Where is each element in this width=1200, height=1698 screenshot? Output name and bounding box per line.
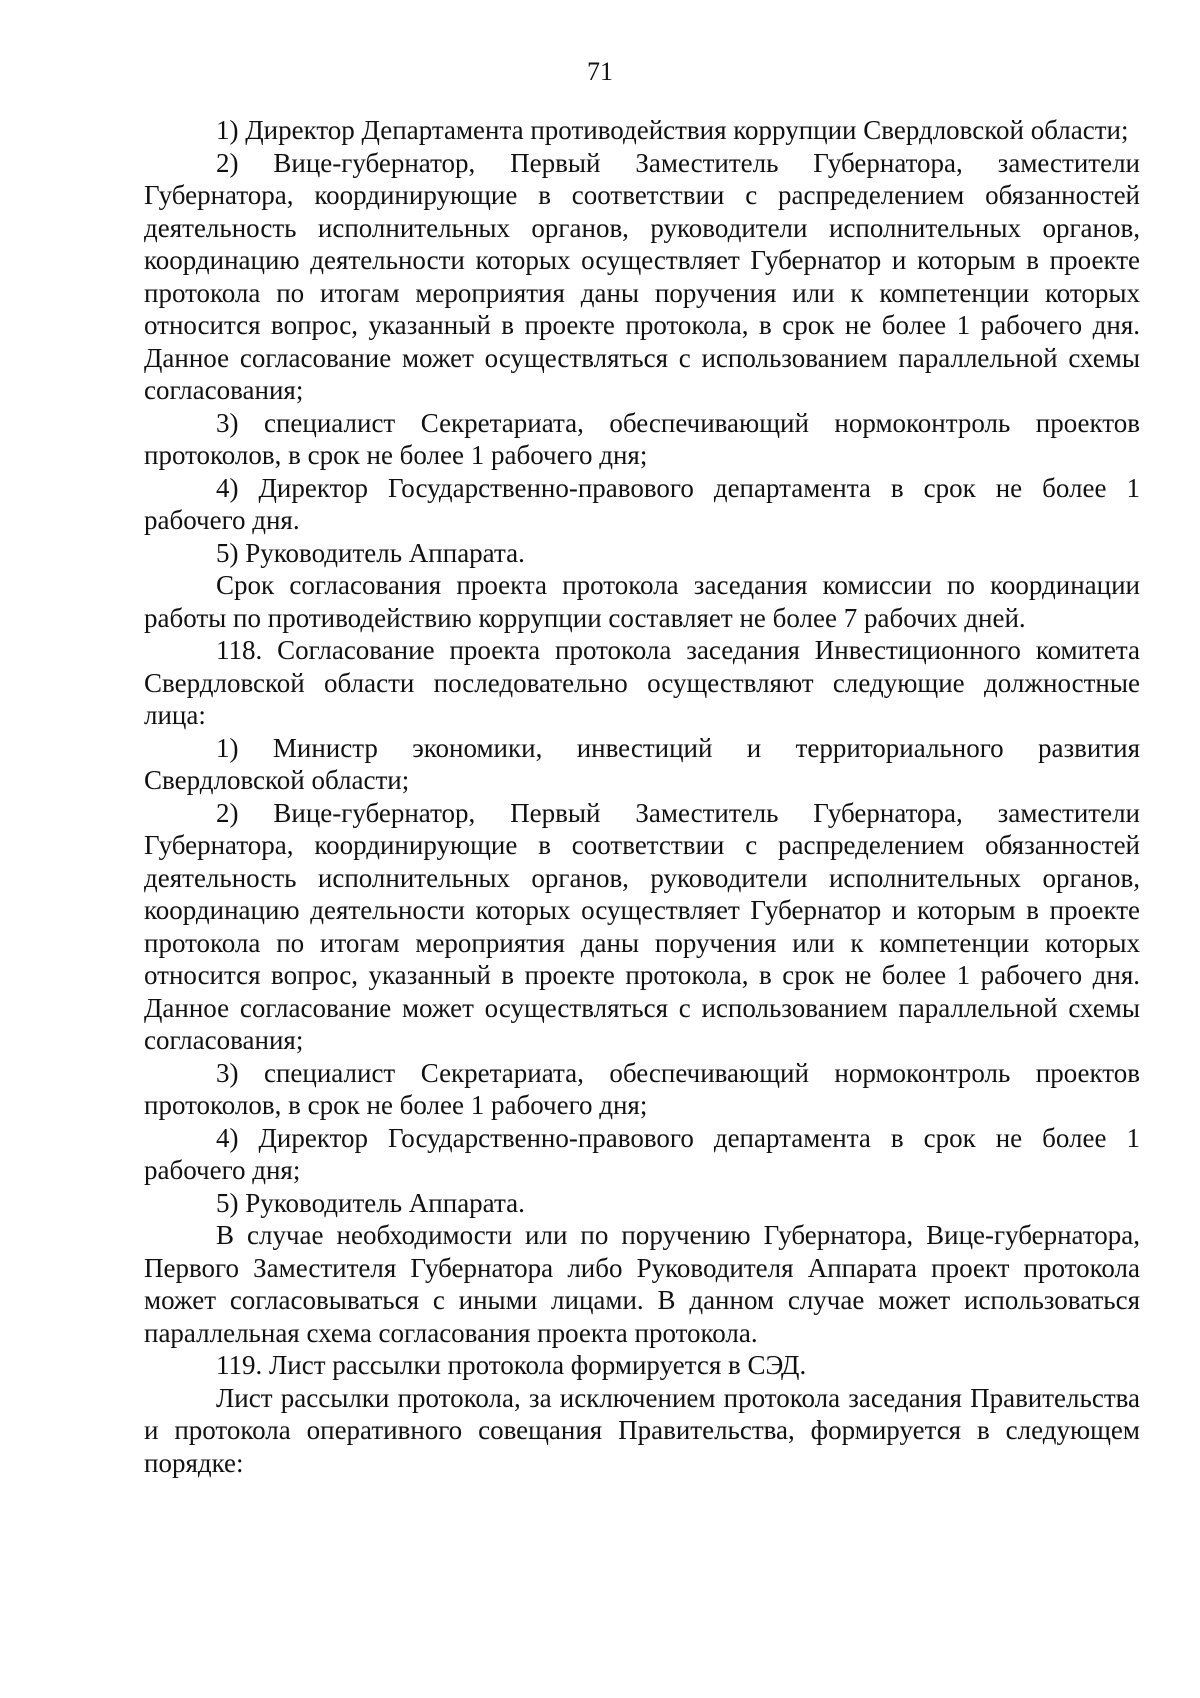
paragraph-item-3: 3) специалист Секретариата, обеспечивающий нормоконтроль проектов протоколов, в срок не более 1 рабочего дня;: [144, 407, 1140, 470]
paragraph-item-1: 1) Директор Департамента противодействия коррупции Свердловской области;: [216, 115, 1129, 145]
paragraph-item-5: 5) Руководитель Аппарата.: [216, 1187, 525, 1218]
paragraph-item-2: 2) Вице-губернатор, Первый Заместитель Губернатора, заместители Губернатора, координирующие в соответствии с распределением обязанностей деятельность исполнительных органов, руководители исполнительных органов, координацию деятельности которых осуществляет Губернатор и которым в проекте протокола по итогам мероприятия даны поручения или к компетенции которых относится вопрос, указанный в проекте протокола, в срок не более 1 рабочего дня. Данное согласование может осуществляться с использованием параллельной схемы согласования;: [144, 147, 1140, 405]
paragraph-clause-119: 119. Лист рассылки протокола формируется в СЭД.: [216, 1350, 807, 1380]
paragraph-item-3: 3) специалист Секретариата, обеспечивающий нормоконтроль проектов протоколов, в срок не более 1 рабочего дня;: [144, 1057, 1140, 1120]
paragraph-item-1: 1) Министр экономики, инвестиций и территориального развития Свердловской области;: [144, 732, 1140, 795]
paragraph-exceptions: В случае необходимости или по поручению Губернатора, Вице-губернатора, Первого Заместителя Губернатора либо Руководителя Аппарата проект протокола может согласовываться с иными лицами. В данном случае может использоваться параллельная схема согласования проекта протокола.: [144, 1220, 1140, 1348]
paragraph-item-4: 4) Директор Государственно-правового департамента в срок не более 1 рабочего дня;: [144, 1122, 1140, 1185]
paragraph-item-4: 4) Директор Государственно-правового департамента в срок не более 1 рабочего дня.: [144, 472, 1140, 535]
paragraph-deadline: Срок согласования проекта протокола заседания комиссии по координации работы по противодействию коррупции составляет не более 7 рабочих дней.: [144, 570, 1140, 633]
document-body: [144, 114, 1140, 1479]
paragraph-item-2: 2) Вице-губернатор, Первый Заместитель Губернатора, заместители Губернатора, координирующие в соответствии с распределением обязанностей деятельность исполнительных органов, руководители исполнительных органов, координацию деятельности которых осуществляет Губернатор и которым в проекте протокола по итогам мероприятия даны поручения или к компетенции которых относится вопрос, указанный в проекте протокола, в срок не более 1 рабочего дня. Данное согласование может осуществляться с использованием параллельной схемы согласования;: [144, 797, 1140, 1055]
paragraph-mailing-list: Лист рассылки протокола, за исключением протокола заседания Правительства и протокола оперативного совещания Правительства, формируется в следующем порядке:: [144, 1382, 1140, 1478]
paragraph-item-5: 5) Руководитель Аппарата.: [216, 537, 525, 568]
paragraph-clause-118: 118. Согласование проекта протокола заседания Инвестиционного комитета Свердловской области последовательно осуществляют следующие должностные лица:: [144, 635, 1140, 730]
page-number: 71: [587, 57, 613, 86]
